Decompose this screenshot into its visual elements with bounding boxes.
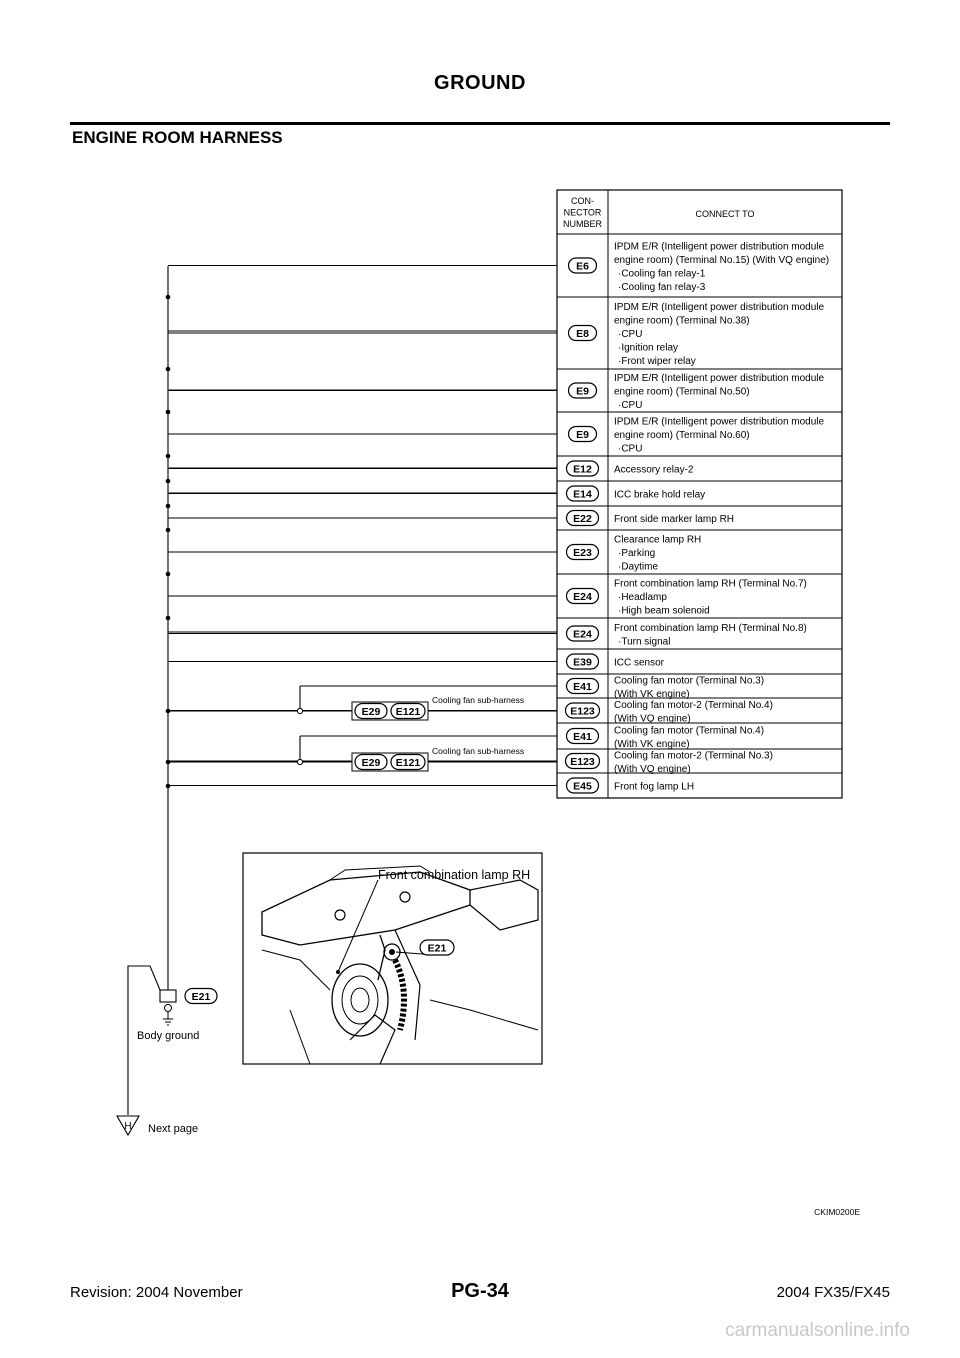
sub-harness-junction (297, 759, 302, 764)
header-connector-number: NUMBER (562, 219, 603, 229)
figure-code: CKIM0200E (814, 1207, 860, 1217)
header-connector-number: CON- (571, 196, 594, 206)
connector-e14-label: E14 (573, 488, 592, 501)
connect-to-text: (With VK engine) (614, 688, 690, 700)
connector-e6-label: E6 (576, 260, 589, 273)
connect-to-text: ·CPU (618, 443, 643, 455)
header-connect-to: CONNECT TO (695, 209, 755, 219)
junction-dot (166, 410, 171, 415)
connect-to-text: Cooling fan motor-2 (Terminal No.4) (614, 699, 773, 711)
connect-to-text: Cooling fan motor (Terminal No.3) (614, 675, 765, 687)
connect-to-text: ·Headlamp (618, 592, 667, 603)
connect-to-text: (With VQ engine) (614, 713, 691, 725)
ground-connector-e21-label: E21 (191, 991, 211, 1003)
connect-to-text: ·CPU (618, 329, 643, 340)
connect-to-text: ·Parking (618, 548, 656, 559)
connect-to-text: Front fog lamp LH (614, 781, 695, 793)
body-ground-label: Body ground (137, 1030, 200, 1042)
connect-to-text: IPDM E/R (Intelligent power distribution module (614, 373, 825, 384)
connector-e23-label: E23 (573, 547, 592, 559)
junction-dot (166, 454, 171, 459)
connect-to-text: ICC brake hold relay (614, 489, 706, 501)
sub-connector-e121-label: E121 (395, 706, 421, 718)
connect-to-text: Front combination lamp RH (Terminal No.8) (614, 622, 807, 634)
sub-harness-label: Cooling fan sub-harness (432, 746, 525, 756)
junction-dot (166, 528, 171, 533)
connect-to-text: (With VQ engine) (614, 763, 691, 775)
connect-to-text: Cooling fan motor (Terminal No.4) (614, 725, 765, 737)
connect-to-text: Cooling fan motor-2 (Terminal No.3) (614, 750, 773, 762)
footer-model: 2004 FX35/FX45 (776, 1284, 890, 1301)
ground-bolt (165, 1005, 172, 1012)
connector-e9-label: E9 (576, 429, 589, 441)
footer-page-number: PG-34 (451, 1280, 509, 1302)
connector-e45-label: E45 (573, 780, 592, 793)
connect-to-text: ·Cooling fan relay-3 (618, 281, 706, 293)
footer-revision: Revision: 2004 November (70, 1284, 243, 1301)
connect-to-text: ·CPU (618, 400, 643, 411)
junction-dot (166, 295, 171, 300)
connect-to-text: Clearance lamp RH (614, 534, 702, 546)
junction-dot (166, 784, 171, 789)
next-page-label: Next page (148, 1123, 199, 1135)
ground-terminal (160, 990, 176, 1002)
connect-to-text: ·Turn signal (618, 636, 671, 648)
next-page-letter: H (124, 1121, 132, 1132)
section-title: ENGINE ROOM HARNESS (72, 128, 283, 147)
page-title: GROUND (434, 72, 526, 94)
connector-table (557, 190, 842, 798)
connect-to-text: Front side marker lamp RH (614, 514, 735, 525)
header-connector-number: NECTOR (563, 207, 602, 218)
sub-connector-e29-label: E29 (361, 757, 381, 769)
connect-to-text: engine room) (Terminal No.50) (614, 386, 750, 398)
connector-e9-label: E9 (576, 385, 589, 398)
connect-to-text: Front combination lamp RH (Terminal No.7) (614, 578, 807, 590)
connect-to-text: ·Daytime (618, 561, 659, 573)
connector-e41-label: E41 (573, 681, 592, 693)
connector-e41-label: E41 (573, 731, 592, 743)
connector-e8-label: E8 (576, 328, 589, 340)
connect-to-text: engine room) (Terminal No.38) (614, 315, 750, 327)
connect-to-text: (With VK engine) (614, 738, 690, 750)
junction-dot (166, 479, 171, 484)
connect-to-text: ·Ignition relay (618, 342, 679, 354)
connect-to-text: ·High beam solenoid (618, 605, 710, 617)
junction-dot (166, 572, 171, 577)
connect-to-text: ·Front wiper relay (618, 356, 696, 367)
watermark: carmanualsonline.info (725, 1320, 910, 1341)
connect-to-text: IPDM E/R (Intelligent power distribution module (614, 302, 825, 313)
sub-connector-e121-label: E121 (395, 757, 421, 769)
connector-e123-label: E123 (570, 756, 595, 768)
connector-e24-label: E24 (573, 628, 592, 641)
connector-e22-label: E22 (573, 513, 592, 525)
connector-e123-label: E123 (570, 705, 595, 718)
connect-to-text: engine room) (Terminal No.15) (With VQ engine) (614, 254, 830, 266)
sub-connector-e29-label: E29 (361, 706, 381, 718)
junction-dot (166, 616, 171, 621)
connector-e39-label: E39 (573, 656, 592, 669)
junction-dot (166, 504, 171, 509)
connect-to-text: ·Cooling fan relay-1 (618, 268, 706, 280)
junction-dot (166, 367, 171, 372)
connect-to-text: IPDM E/R (Intelligent power distribution module (614, 416, 825, 428)
connect-to-text: Accessory relay-2 (614, 464, 694, 476)
connect-to-text: ICC sensor (614, 657, 665, 669)
connector-e24-label: E24 (573, 591, 592, 603)
illustration-connector-label: E21 (427, 942, 447, 955)
illustration-callout: Front combination lamp RH (378, 868, 531, 882)
connect-to-text: engine room) (Terminal No.60) (614, 430, 750, 441)
sub-harness-label: Cooling fan sub-harness (432, 695, 525, 705)
connector-e12-label: E12 (573, 463, 592, 476)
sub-harness-layer (168, 686, 557, 771)
sub-harness-junction (297, 708, 302, 713)
connect-to-text: IPDM E/R (Intelligent power distribution module (614, 241, 825, 253)
illustration-panel (243, 853, 542, 1064)
